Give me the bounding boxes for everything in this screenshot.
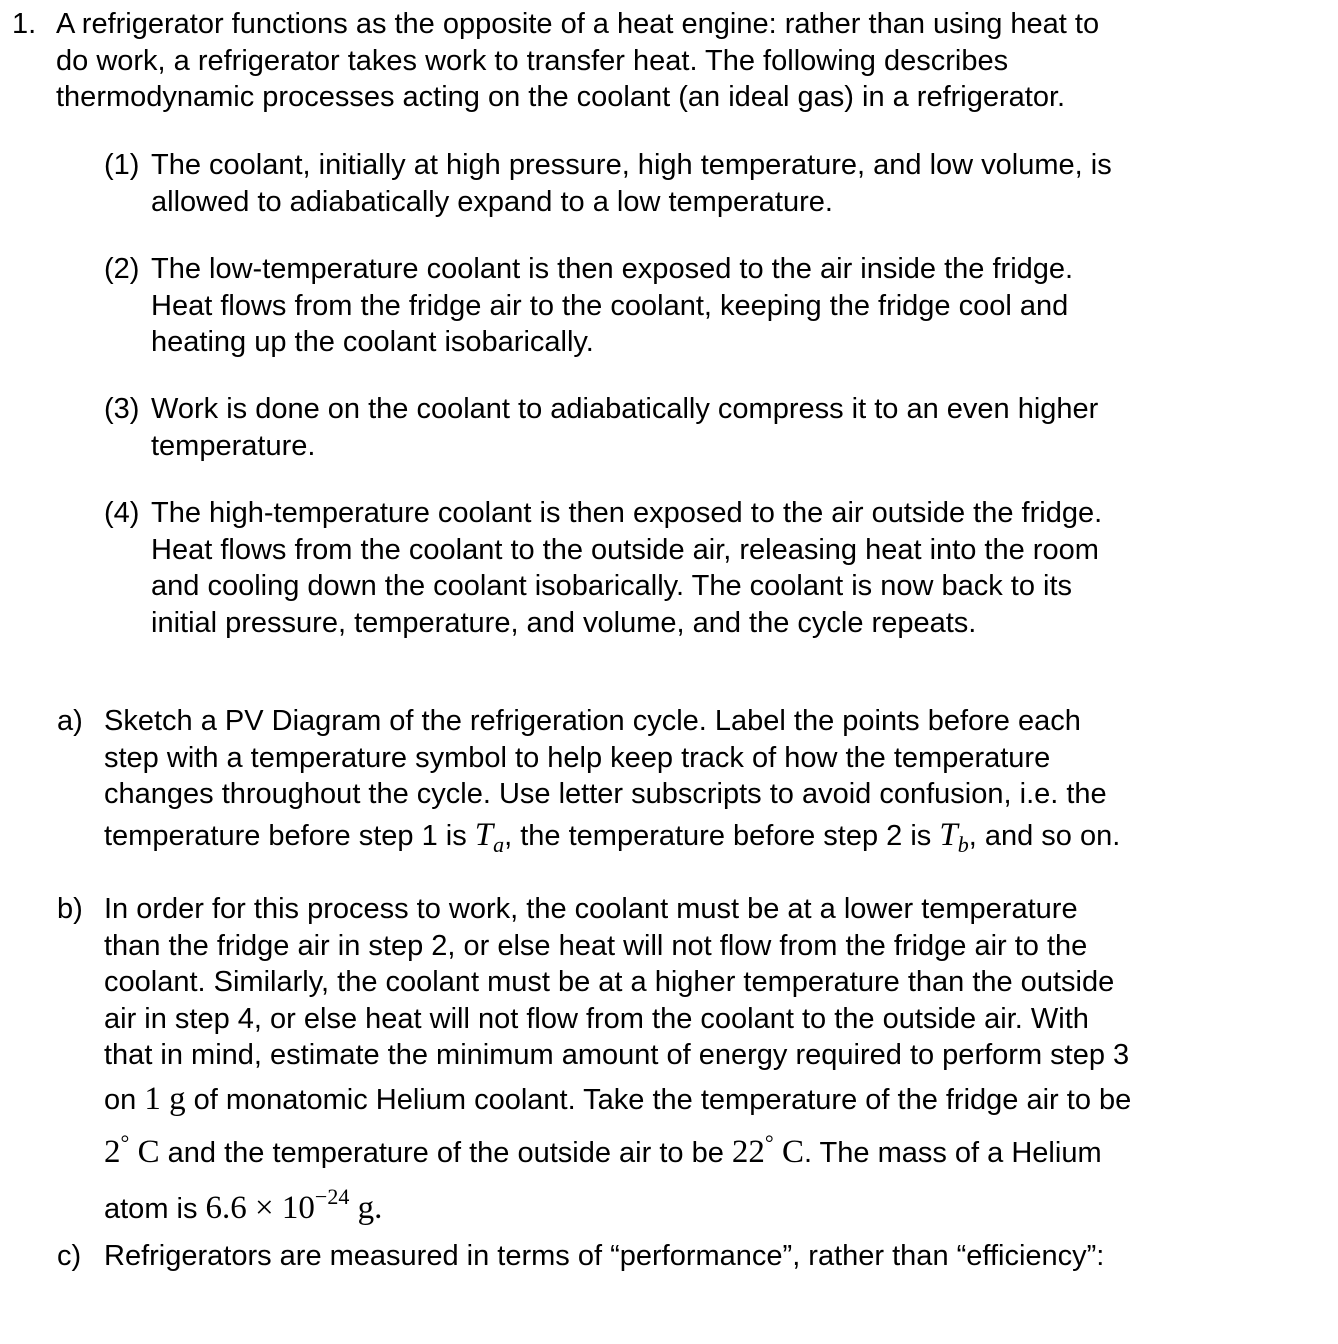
step-line: heating up the coolant isobarically. [151,326,594,358]
part-a-last-line: temperature before step 1 is $T_a$, the temperature before step 2 is $T_b$, and so on. [104,816,1121,857]
part-b-line: coolant. Similarly, the coolant must be at a higher temperature than the outside [104,966,1115,998]
part-b [57,891,1327,1227]
step-line: and cooling down the coolant isobarically. The coolant is now back to its [151,570,1073,602]
step-line: allowed to adiabatically expand to a low temperature. [151,185,833,218]
problem-intro [12,6,1332,116]
step-3 [104,391,1324,464]
helium-atom-mass: 6.6 × 10 [205,1189,315,1226]
part-c-line: Refrigerators are measured in terms of “performance”, rather than “efficiency”: [104,1240,1105,1272]
step-label: (3) [104,393,140,425]
step-1 [104,147,1324,220]
fridge-temp: 2 [104,1134,121,1170]
outside-temp: 22 [731,1134,765,1170]
step-line: The low-temperature coolant is then exposed to the air inside the fridge. [151,253,1074,285]
part-b-line-temps: 2° C and the temperature of the outside air to be 22° C. The mass of a Helium [104,1130,1102,1170]
step-line: Heat flows from the coolant to the outside air, releasing heat into the room [151,533,1099,566]
step-4 [104,495,1324,641]
part-b-line: In order for this process to work, the coolant must be at a lower temperature [104,893,1078,925]
part-a-line: step with a temperature symbol to help keep track of how the temperature [104,741,1051,774]
intro-line: A refrigerator functions as the opposite of a heat engine: rather than using heat to [56,8,1100,40]
temperature-symbol-ta: T [474,816,494,853]
step-label: (4) [104,497,140,529]
step-line: initial pressure, temperature, and volume, and the cycle repeats. [151,606,977,639]
coolant-mass: 1 g [144,1080,186,1117]
step-label: (2) [104,253,140,285]
part-a [57,703,1327,863]
intro-line: thermodynamic processes acting on the coolant (an ideal gas) in a refrigerator. [56,81,1066,113]
part-b-line-mass: on 1 g of monatomic Helium coolant. Take the temperature of the fridge air to be [104,1080,1132,1117]
part-b-line: than the fridge air in step 2, or else heat will not flow from the fridge air to the [104,929,1088,962]
part-b-line: that in mind, estimate the minimum amount of energy required to perform step 3 [104,1039,1130,1071]
part-label: b) [57,893,83,925]
part-label: a) [57,705,83,737]
step-label: (1) [104,149,140,181]
step-line: Heat flows from the fridge air to the coolant, keeping the fridge cool and [151,289,1069,322]
intro-line: do work, a refrigerator takes work to transfer heat. The following describes [56,44,1009,77]
part-c [57,1238,1327,1275]
step-line: The coolant, initially at high pressure, high temperature, and low volume, is [151,149,1112,181]
part-label: c) [57,1240,82,1272]
step-line: Work is done on the coolant to adiabatically compress it to an even higher [151,393,1099,425]
part-b-line: air in step 4, or else heat will not flow from the coolant to the outside air. With [104,1002,1089,1035]
part-b-line-atom-mass: atom is $6.6 \times 10^{-24}$ g. [104,1183,383,1226]
problem-number: 1. [12,8,37,40]
step-line: The high-temperature coolant is then exposed to the air outside the fridge. [151,497,1103,529]
part-a-line: changes throughout the cycle. Use letter subscripts to avoid confusion, i.e. the [104,778,1107,810]
step-2 [104,251,1324,361]
step-line: temperature. [151,429,316,462]
temperature-symbol-tb: T [939,816,958,853]
part-a-line: Sketch a PV Diagram of the refrigeration cycle. Label the points before each [104,705,1081,737]
